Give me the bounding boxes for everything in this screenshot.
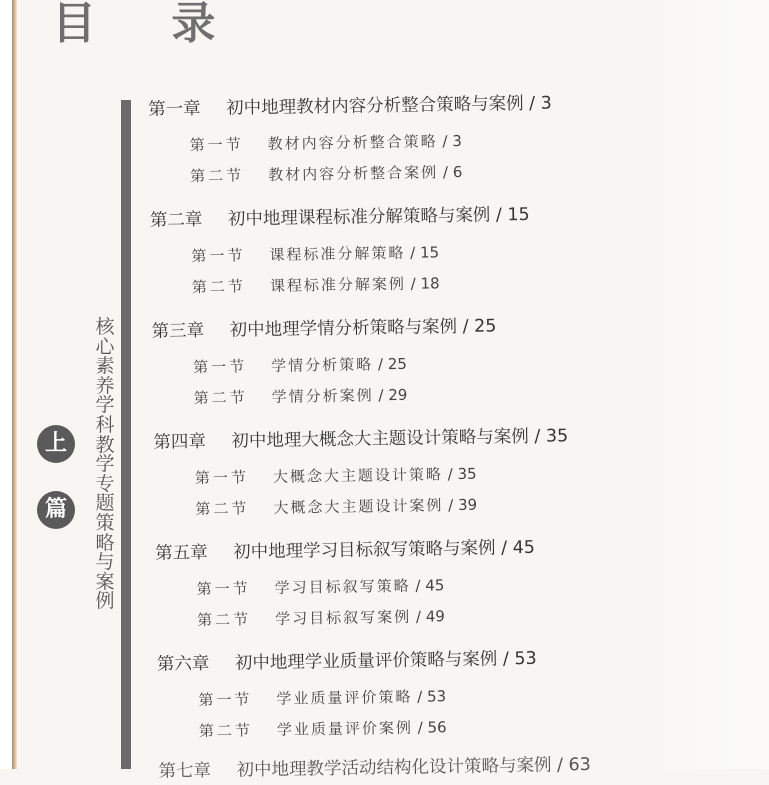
toc-section[interactable] <box>197 605 445 630</box>
chapter-title: 初中地理教学活动结构化设计策略与案例 <box>236 755 552 781</box>
section-page: / 18 <box>410 274 440 293</box>
section-number: 第二节 <box>197 610 252 630</box>
chapter-title: 初中地理学业质量评价策略与案例 <box>234 649 498 674</box>
section-number: 第一节 <box>196 579 251 599</box>
chapter-title: 初中地理课程标准分解策略与案例 <box>227 205 491 230</box>
chapter-title: 初中地理大概念大主题设计策略与案例 <box>231 426 529 452</box>
section-number: 第一节 <box>193 357 248 377</box>
section-page: / 25 <box>377 354 408 374</box>
section-title: 教材内容分析整合案例 <box>268 163 439 184</box>
section-number: 第一节 <box>198 690 253 710</box>
chapter-number: 第三章 <box>151 321 205 342</box>
toc-section[interactable] <box>194 384 408 408</box>
toc-chapter[interactable] <box>150 201 530 232</box>
toc-section[interactable] <box>197 574 445 599</box>
chapter-page: / 45 <box>501 537 536 559</box>
chapter-page: / 25 <box>462 316 497 337</box>
toc-section[interactable] <box>192 272 440 297</box>
toc-chapter[interactable] <box>148 90 552 121</box>
section-number: 第一节 <box>194 468 250 488</box>
section-page: / 39 <box>448 495 478 515</box>
section-number: 第二节 <box>193 388 248 408</box>
chapter-number: 第六章 <box>156 653 210 675</box>
toc-section[interactable] <box>198 685 446 710</box>
section-number: 第一节 <box>189 135 244 155</box>
toc-section[interactable] <box>193 353 407 377</box>
chapter-page: / 35 <box>534 426 569 447</box>
section-page: / 45 <box>415 576 445 595</box>
chapter-title: 初中地理学情分析策略与案例 <box>229 317 458 341</box>
section-page: / 29 <box>378 385 408 405</box>
section-page: / 6 <box>442 162 463 182</box>
toc-section[interactable] <box>195 494 477 519</box>
toc-chapter[interactable] <box>155 534 535 565</box>
chapter-number: 第四章 <box>153 432 207 453</box>
chapter-title: 初中地理学习目标叙写策略与案例 <box>232 538 496 563</box>
section-page: / 49 <box>415 607 446 626</box>
section-page: / 15 <box>410 243 440 262</box>
toc-chapter[interactable] <box>151 312 496 342</box>
page-title: 目 录 <box>52 0 246 49</box>
section-page: / 53 <box>417 687 447 706</box>
toc-section[interactable] <box>191 241 439 266</box>
section-title: 大概念大主题设计案例 <box>273 496 444 517</box>
chapter-number: 第五章 <box>154 542 208 564</box>
section-page: / 35 <box>447 464 477 484</box>
section-title: 课程标准分解策略 <box>269 243 406 264</box>
section-title: 学情分析策略 <box>271 355 374 375</box>
part-subtitle-vertical: 核心素养学科教学专题策略与案例 <box>95 316 115 613</box>
section-title: 课程标准分解案例 <box>269 274 407 295</box>
toc-chapter[interactable] <box>153 422 568 454</box>
section-title: 学情分析案例 <box>271 386 374 406</box>
section-title: 教材内容分析整合策略 <box>267 132 438 153</box>
chapter-number: 第七章 <box>158 760 212 782</box>
section-number: 第二节 <box>195 499 250 519</box>
part-badge-top: 上 <box>37 425 75 463</box>
chapter-page: / 15 <box>495 204 530 226</box>
section-title: 学习目标叙写策略 <box>274 576 411 597</box>
toc-chapter[interactable] <box>157 645 537 676</box>
chapter-page: / 3 <box>529 93 552 114</box>
section-number: 第二节 <box>191 277 247 297</box>
section-page: / 56 <box>417 718 447 737</box>
section-number: 第二节 <box>198 721 254 741</box>
toc-section[interactable] <box>190 161 462 186</box>
section-page: / 3 <box>442 131 462 151</box>
section-title: 学业质量评价案例 <box>276 718 414 739</box>
section-number: 第二节 <box>190 166 245 186</box>
toc-section[interactable] <box>190 130 462 155</box>
section-title: 大概念大主题设计策略 <box>272 465 444 486</box>
section-number: 第一节 <box>191 246 246 266</box>
chapter-title: 初中地理教材内容分析整合策略与案例 <box>225 93 524 119</box>
section-title: 学业质量评价策略 <box>276 687 413 708</box>
toc-section[interactable] <box>199 716 447 741</box>
chapter-number: 第一章 <box>147 99 201 120</box>
section-title: 学习目标叙写案例 <box>275 607 412 628</box>
chapter-page: / 63 <box>556 755 591 776</box>
chapter-page: / 53 <box>502 648 537 670</box>
toc-chapter[interactable] <box>158 751 591 783</box>
chapter-number: 第二章 <box>149 210 203 231</box>
toc-section[interactable] <box>195 463 477 488</box>
part-badge-bottom: 篇 <box>37 491 75 529</box>
